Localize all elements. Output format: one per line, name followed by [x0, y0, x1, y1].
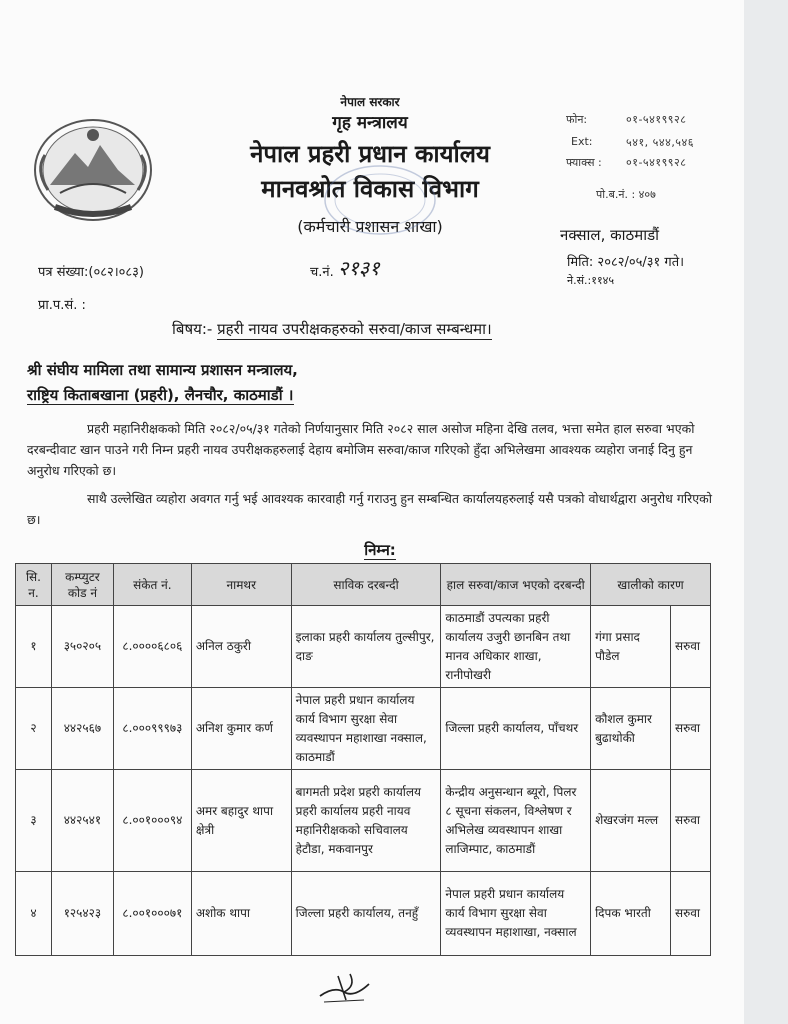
chalan-label: च.नं. — [310, 265, 334, 280]
cell-sanket: ८.००१०००७१ — [113, 872, 191, 956]
body-paragraph-2: साथै उल्लेखित व्यहोरा अवगत गर्नु भई आवश्यक कारवाही गर्नु गराउनु हुन सम्बन्धित कार्यालयहरुलाई यसै पत्रको वोधार्थद्वारा अनुरोध गरिएको छ। — [27, 491, 712, 527]
cell-current: नेपाल प्रहरी प्रधान कार्यालय कार्य विभाग सुरक्षा सेवा व्यवस्थापन महाशाखा, नक्साल — [441, 872, 591, 956]
table-header-row — [16, 564, 711, 606]
nepal-sambat-no: ने.सं.:११४५ — [567, 274, 615, 287]
cell-sn: २ — [16, 688, 52, 770]
list-title: निम्न: — [364, 541, 396, 559]
cell-sn: ३ — [16, 770, 52, 872]
cell-sanket: ८.००१०००९४ — [113, 770, 191, 872]
cell-previous: बागमती प्रदेश प्रहरी कार्यालय प्रहरी कार्यालय प्रहरी नायव महानिरीक्षकको सचिवालय हेटौडा, मकवानपुर — [291, 770, 441, 872]
col-header-sn: सि. न. — [16, 564, 52, 606]
cell-previous: जिल्ला प्रहरी कार्यालय, तनहुँ — [291, 872, 441, 956]
cell-current: जिल्ला प्रहरी कार्यालय, पाँचथर — [441, 688, 591, 770]
transfer-table — [15, 563, 711, 956]
cell-sn: १ — [16, 606, 52, 688]
subject-text: प्रहरी नायव उपरीक्षकहरुको सरुवा/काज सम्बन्धमा। — [217, 320, 492, 338]
cell-vacancy-reason: सरुवा — [670, 688, 710, 770]
col-header-current: हाल सरुवा/काज भएको दरबन्दी — [441, 564, 591, 606]
department-name: मानवश्रोत विकास विभाग — [261, 175, 479, 203]
subject-label: बिषय:- — [172, 320, 213, 338]
cell-previous: नेपाल प्रहरी प्रधान कार्यालय कार्य विभाग सुरक्षा सेवा व्यवस्थापन महाशाखा नक्साल, काठमाडौं — [291, 688, 441, 770]
fax-label: फ्याक्स : — [566, 156, 602, 169]
section-name: (कर्मचारी प्रशासन शाखा) — [297, 217, 443, 236]
nepal-emblem-icon — [30, 115, 156, 225]
col-header-code: कम्प्युटर कोड नं — [51, 564, 113, 606]
phone-value: ०१-५४१९९२८ — [626, 113, 687, 126]
recipient-line-1: श्री संघीय मामिला तथा सामान्य प्रशासन मन्त्रालय, — [27, 361, 298, 379]
table-row — [16, 606, 711, 688]
cell-name: अमर बहादुर थापा क्षेत्री — [191, 770, 291, 872]
ext-value: ५४१, ५४४,५४६ — [626, 136, 694, 149]
table-row — [16, 688, 711, 770]
cell-code: ३५०२०५ — [51, 606, 113, 688]
cell-vacancy-reason: सरुवा — [670, 606, 710, 688]
col-header-name: नामथर — [191, 564, 291, 606]
chalan-number: २१३१ — [338, 256, 380, 280]
cell-vacancy-person: शेखरजंग मल्ल — [591, 770, 671, 872]
cell-vacancy-person: कौशल कुमार बुढाथोकी — [591, 688, 671, 770]
office-name: नेपाल प्रहरी प्रधान कार्यालय — [250, 140, 490, 168]
col-header-vacancy: खालीको कारण — [591, 564, 711, 606]
cell-sn: ४ — [16, 872, 52, 956]
signature-icon — [314, 966, 374, 1006]
cell-sanket: ८.०००९९९७३ — [113, 688, 191, 770]
cell-vacancy-reason: सरुवा — [670, 770, 710, 872]
office-address: नक्साल, काठमाडौं — [560, 226, 660, 244]
po-box: पो.ब.नं. : ४०७ — [596, 188, 656, 201]
cell-vacancy-reason: सरुवा — [670, 872, 710, 956]
cell-name: अनिश कुमार कर्ण — [191, 688, 291, 770]
body-paragraph-1: प्रहरी महानिरीक्षकको मिति २०८२/०५/३१ गतेको निर्णयानुसार मिति २०८२ साल असोज महिना देखि तलव, भत्ता समेत हाल सरुवा भएको दरबन्दीवाट खान पाउने गरी निम्न प्रहरी नायव उपरीक्षकहरुलाई देहाय बमोजिम सरुवा/काज गरिएको हुँदा अभिलेखमा आवश्यक व्यहोरा जनाई दिनु हुन अनुरोध गरिएको छ। — [27, 421, 695, 478]
cell-code: ४४२५६७ — [51, 688, 113, 770]
cell-vacancy-person: गंगा प्रसाद पौडेल — [591, 606, 671, 688]
cell-current: केन्द्रीय अनुसन्धान ब्यूरो, पिलर ८ सूचना संकलन, विश्लेषण र अभिलेख व्यवस्थापन शाखा लाजिम्पाट, काठमाडौं — [441, 770, 591, 872]
letter-number: पत्र संख्या:(०८२।०८३) — [38, 265, 145, 280]
cell-name: अशोक थापा — [191, 872, 291, 956]
col-header-sanket: संकेत नं. — [113, 564, 191, 606]
phone-label: फोन: — [566, 113, 588, 126]
table-row — [16, 872, 711, 956]
prps-label: प्रा.प.सं. : — [38, 298, 86, 313]
recipient-line-2: राष्ट्रिय किताबखाना (प्रहरी), लैनचौर, काठमाडौं । — [27, 386, 294, 404]
office-stamp-icon — [320, 160, 440, 240]
fax-value: ०१-५४१९९२८ — [626, 156, 687, 169]
government-name: नेपाल सरकार — [340, 95, 400, 109]
col-header-previous: साविक दरबन्दी — [291, 564, 441, 606]
ministry-name: गृह मन्त्रालय — [332, 113, 408, 133]
table-row — [16, 770, 711, 872]
cell-code: ४४२५४१ — [51, 770, 113, 872]
subject-line — [172, 319, 492, 339]
ext-label: Ext: — [571, 135, 593, 148]
cell-vacancy-person: दिपक भारती — [591, 872, 671, 956]
cell-previous: इलाका प्रहरी कार्यालय तुल्सीपुर, दाङ — [291, 606, 441, 688]
cell-current: काठमाडौं उपत्यका प्रहरी कार्यालय उजुरी छानबिन तथा मानव अधिकार शाखा, रानीपोखरी — [441, 606, 591, 688]
cell-sanket: ८.००००६८०६ — [113, 606, 191, 688]
cell-name: अनिल ठकुरी — [191, 606, 291, 688]
cell-code: १२५४२३ — [51, 872, 113, 956]
letter-date: मिति: २०८२/०५/३१ गते। — [567, 255, 685, 270]
viewer-margin — [744, 0, 788, 1024]
